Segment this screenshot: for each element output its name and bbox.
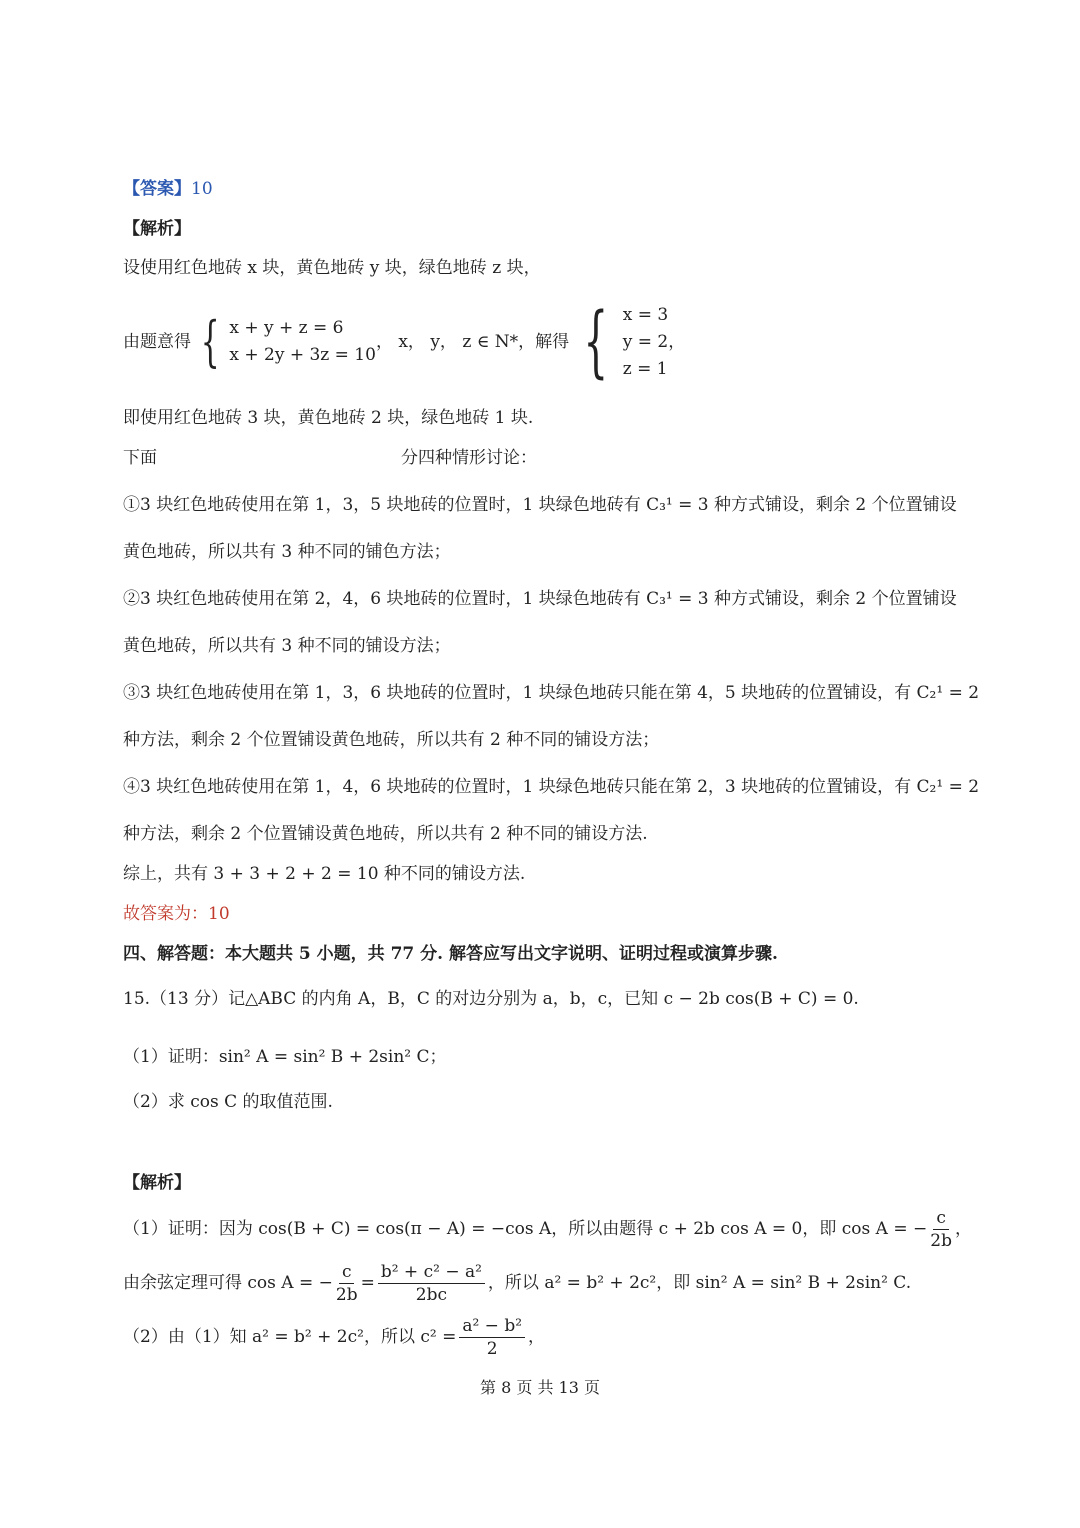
fraction-cosine-law — [378, 1261, 485, 1306]
solution-3-prefix: （2）由（1）知 a² = b² + 2c²，所以 c² = — [123, 1327, 457, 1347]
fraction-denominator: 2b — [930, 1230, 952, 1251]
solution-2-prefix: 由余弦定理可得 cos A = − — [123, 1273, 333, 1293]
text-line-1: 设使用红色地砖 x 块，黄色地砖 y 块，绿色地砖 z 块， — [123, 258, 541, 278]
answer-line — [123, 177, 213, 201]
fraction-denominator: 2b — [335, 1284, 358, 1305]
system-middle: ， x， y， z ∈ N*，解得 — [375, 332, 570, 352]
analysis-label-2: 【解析】 — [123, 1173, 191, 1193]
case-2-line-b: 黄色地砖，所以共有 3 种不同的铺设方法； — [123, 636, 451, 656]
solution-2-suffix: ，所以 a² = b² + 2c²，即 sin² A = sin² B + 2sin² C. — [487, 1273, 912, 1293]
solution-line-3 — [123, 1314, 545, 1360]
case-4-line-a: ④3 块红色地砖使用在第 1，4，6 块地砖的位置时，1 块绿色地砖只能在第 2，3 块地砖的位置铺设，有 C₂¹ = 2 — [123, 777, 980, 797]
fraction-a2-minus-b2-over-2 — [459, 1315, 525, 1360]
question-15-stem: 15.（13 分）记△ABC 的内角 A，B，C 的对边分别为 a，b，c，已知 c − 2b cos(B + C) = 0. — [123, 989, 859, 1009]
solution-system — [569, 297, 686, 387]
solution-1: x = 3 — [622, 304, 669, 325]
answer-value: 10 — [191, 179, 213, 199]
fraction-numerator: b² + c² − a² — [378, 1261, 485, 1284]
final-answer: 故答案为：10 — [123, 904, 230, 924]
fraction-numerator: a² − b² — [459, 1315, 525, 1338]
page-footer: 第 8 页 共 13 页 — [480, 1378, 600, 1397]
left-brace-icon: { — [200, 310, 220, 373]
solution-line-2 — [123, 1260, 911, 1306]
solution-3: z = 1 — [622, 358, 668, 379]
case-1-line-a: ①3 块红色地砖使用在第 1，3，5 块地砖的位置时，1 块绿色地砖有 C₃¹ = 3 种方式铺设，剩余 2 个位置铺设 — [123, 495, 957, 515]
analysis-label-1: 【解析】 — [123, 219, 191, 239]
solution-1-text: （1）证明：因为 cos(B + C) = cos(π − A) = −cos A，所以由题得 c + 2b cos A = 0，即 cos A = − — [123, 1219, 928, 1239]
section-heading: 四、解答题：本大题共 5 小题，共 77 分. 解答应写出文字说明、证明过程或演算步骤. — [123, 944, 778, 964]
fraction-numerator: c — [339, 1261, 355, 1284]
text-line-3: 即使用红色地砖 3 块，黄色地砖 2 块，绿色地砖 1 块. — [123, 408, 534, 428]
text-line-4-start: 下面 — [123, 448, 157, 468]
system-prefix: 由题意得 — [123, 332, 191, 352]
case-4-line-b: 种方法，剩余 2 个位置铺设黄色地砖，所以共有 2 种不同的铺设方法. — [123, 824, 648, 844]
case-1-line-b: 黄色地砖，所以共有 3 种不同的铺色方法； — [123, 542, 451, 562]
answer-label: 【答案】 — [123, 179, 191, 199]
solution-3-suffix: ， — [528, 1327, 546, 1347]
solution-2: y = 2， — [622, 331, 686, 352]
left-brace-icon: { — [583, 297, 609, 387]
fraction-numerator: c — [933, 1207, 949, 1230]
summary-line: 综上，共有 3 + 3 + 2 + 2 = 10 种不同的铺设方法. — [123, 864, 526, 884]
question-15-part-1: （1）证明：sin² A = sin² B + 2sin² C； — [123, 1047, 447, 1067]
equation-1: x + y + z = 6 — [229, 318, 344, 338]
solution-line-1 — [123, 1206, 972, 1252]
case-3-line-b: 种方法，剩余 2 个位置铺设黄色地砖，所以共有 2 种不同的铺设方法； — [123, 730, 660, 750]
question-15-part-2: （2）求 cos C 的取值范围. — [123, 1092, 333, 1112]
equation-system — [191, 310, 376, 373]
solution-1-end: ， — [954, 1219, 972, 1239]
fraction-denominator: 2bc — [415, 1284, 447, 1305]
equation-2: x + 2y + 3z = 10 — [229, 345, 376, 365]
fraction-c-over-2b — [930, 1207, 952, 1252]
equals-sign: = — [360, 1273, 375, 1293]
text-line-4 — [123, 446, 537, 470]
equation-system-line — [123, 297, 686, 387]
case-3-line-a: ③3 块红色地砖使用在第 1，3，6 块地砖的位置时，1 块绿色地砖只能在第 4，5 块地砖的位置铺设，有 C₂¹ = 2 — [123, 683, 980, 703]
case-2-line-a: ②3 块红色地砖使用在第 2，4，6 块地砖的位置时，1 块绿色地砖有 C₃¹ = 3 种方式铺设，剩余 2 个位置铺设 — [123, 589, 957, 609]
text-line-4-end: 分四种情形讨论： — [401, 448, 537, 468]
fraction-denominator: 2 — [486, 1338, 498, 1359]
fraction-c-over-2b — [336, 1261, 358, 1306]
